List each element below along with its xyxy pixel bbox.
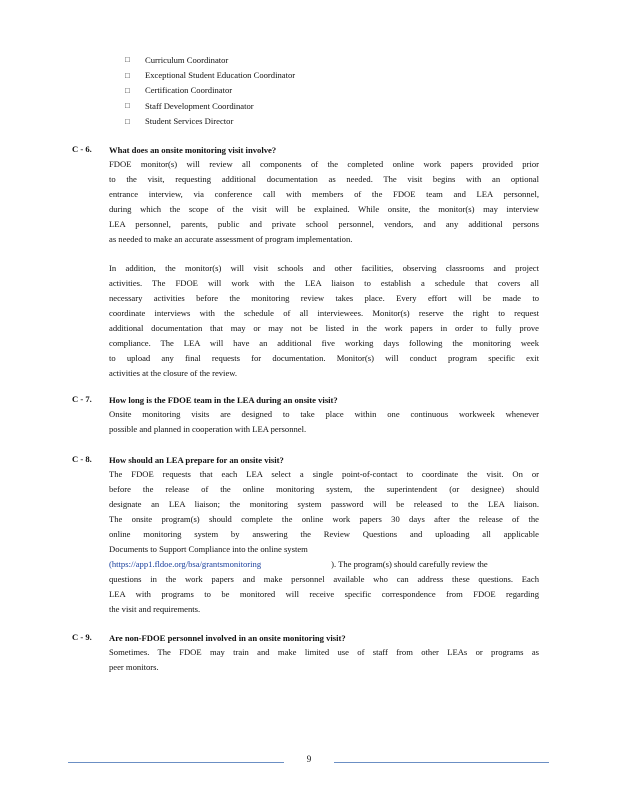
paragraph-line: LEA with programs to be monitored will receive specific correspondence from FDOE regarding <box>109 589 539 599</box>
question-title: How should an LEA prepare for an onsite visit? <box>109 455 284 465</box>
question-body <box>109 394 539 437</box>
question-number: C - 8. <box>72 454 92 464</box>
paragraph-line: necessary activities before the monitoring review takes place. Every effort will be made to <box>109 293 539 303</box>
paragraph-line: activities at the closure of the review. <box>109 368 238 378</box>
footer-rule-left <box>68 762 284 763</box>
list-item: □ Student Services Director <box>125 116 234 127</box>
paragraph-line: additional documentation that may or may not be listed in the work papers in order to fully prove <box>109 323 539 333</box>
bullet-icon: □ <box>125 116 130 126</box>
question-body <box>109 144 539 381</box>
paragraph-line: as needed to make an accurate assessment of program implementation. <box>109 234 353 244</box>
question-title: What does an onsite monitoring visit involve? <box>109 145 277 155</box>
paragraph-line: Sometimes. The FDOE may train and make limited use of staff from other LEAs or programs as <box>109 647 539 657</box>
paragraph-line: to the visit, requesting additional documentation as needed. The visit begins with an optional <box>109 174 539 184</box>
bullet-icon: □ <box>125 101 130 111</box>
question-number: C - 9. <box>72 632 92 642</box>
paragraph-line: questions in the work papers and make personnel available who can address these questions. Each <box>109 574 539 584</box>
bullet-icon: □ <box>125 55 130 65</box>
list-item: □ Curriculum Coordinator <box>125 54 229 65</box>
paragraph-line: activities. The FDOE will work with the LEA liaison to establish a schedule that covers all <box>109 278 539 288</box>
paragraph-line: entrance interview, via conference call with members of the FDOE team and LEA personnel, <box>109 189 539 199</box>
paragraph-line: to upload any final requests for documentation. Monitor(s) will conduct program specific exit <box>109 353 539 363</box>
paragraph-line: during which the scope of the visit will be explained. While onsite, the monitor(s) may interview <box>109 204 539 214</box>
paragraph-line: Onsite monitoring visits are designed to take place within one continuous workweek whenever <box>109 409 539 419</box>
paragraph-line: (https://app1.fldoe.org/bsa/grantsmonitoring ). The program(s) should carefully review the <box>109 559 488 569</box>
bullet-icon: □ <box>125 70 130 80</box>
list-item: □ Staff Development Coordinator <box>125 100 254 111</box>
paragraph-line: The FDOE requests that each LEA select a single point-of-contact to coordinate the visit. On or <box>109 469 539 479</box>
paragraph-line: online monitoring system by answering the Review Questions and uploading all applicable <box>109 529 539 539</box>
question-body <box>109 632 539 675</box>
footer-rule-right <box>334 762 549 763</box>
question-number: C - 7. <box>72 394 92 404</box>
paragraph-line: LEA personnel, parents, public and private school personnel, vendors, and any additional persons <box>109 219 539 229</box>
page-number: 9 <box>306 754 312 764</box>
paragraph-line: possible and planned in cooperation with LEA personnel. <box>109 424 307 434</box>
paragraph-line: designate an LEA liaison; the monitoring system password will be released to the LEA liaison. <box>109 499 539 509</box>
paragraph-line: The onsite program(s) should complete the online work papers 30 days after the release of the <box>109 514 539 524</box>
paragraph-line: Documents to Support Compliance into the online system <box>109 544 308 554</box>
question-number: C - 6. <box>72 144 92 154</box>
list-item: □ Exceptional Student Education Coordinator <box>125 70 296 81</box>
bullet-list <box>125 52 295 129</box>
paragraph-line: In addition, the monitor(s) will visit schools and other facilities, observing classrooms and project <box>109 263 539 273</box>
question-title: Are non-FDOE personnel involved in an onsite monitoring visit? <box>109 633 346 643</box>
paragraph-line: FDOE monitor(s) will review all components of the completed online work papers provided prior <box>109 159 539 169</box>
question-title: How long is the FDOE team in the LEA during an onsite visit? <box>109 395 338 405</box>
list-item: □ Certification Coordinator <box>125 85 233 96</box>
paragraph-line: compliance. The LEA will have an additional five working days following the monitoring week <box>109 338 539 348</box>
paragraph-line: the visit and requirements. <box>109 604 201 614</box>
grants-monitoring-link[interactable]: (https://app1.fldoe.org/bsa/grantsmonitoring <box>109 559 262 569</box>
paragraph-line: peer monitors. <box>109 662 159 672</box>
paragraph-line: coordinate interviews with the schedule of all interviewees. Monitor(s) reserve the right to request <box>109 308 539 318</box>
question-body <box>109 454 539 617</box>
paragraph-line: before the release of the online monitoring system, the superintendent (or designee) should <box>109 484 539 494</box>
bullet-icon: □ <box>125 85 130 95</box>
